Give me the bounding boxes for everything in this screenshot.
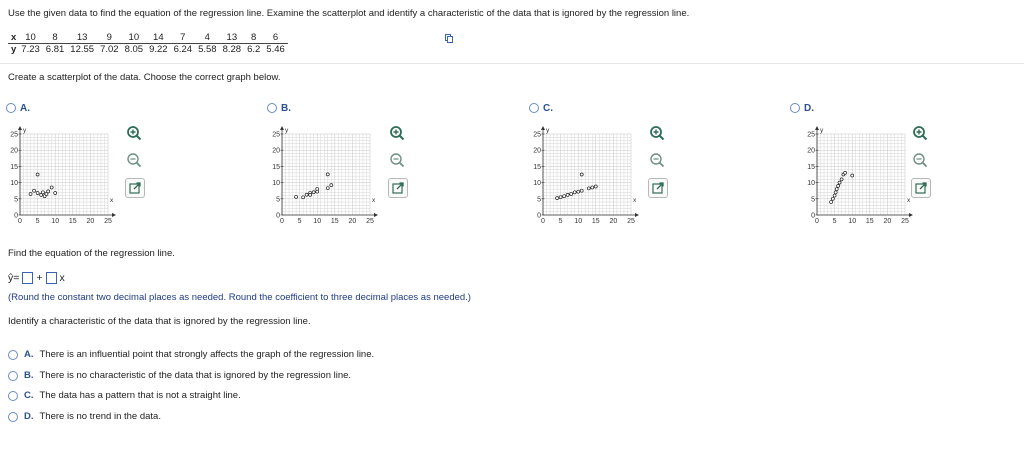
y-tick-label: 0 [537,212,541,220]
y-value: 5.58 [198,44,217,55]
x-tick-label: 5 [832,218,837,225]
y-tick-label: 25 [807,131,815,139]
zoom-out-icon[interactable] [911,151,929,169]
table-row-y [8,44,288,56]
x-value: 10 [122,32,147,44]
y-tick-label: 15 [533,163,541,171]
choice-text: There is no characteristic of the data that is ignored by the regression line. [39,370,352,381]
data-point [312,191,315,194]
x-tick-label: 20 [86,218,95,225]
zoom-in-icon[interactable] [648,124,666,142]
choice-text: There is an influential point that strongly affects the graph of the regression line. [39,349,375,360]
x-tick-label: 0 [18,218,22,225]
y-row-label: y [11,44,17,55]
y-tick-label: 0 [14,212,18,220]
choice-letter: C. [24,390,34,401]
radio-a[interactable] [6,103,16,113]
y-tick-label: 5 [811,196,815,204]
x-tick-label: 15 [591,218,600,225]
option-letter: A. [20,102,30,114]
graph-option-d[interactable] [790,101,814,115]
y-tick-label: 25 [533,131,541,139]
scatterplot-c [523,122,641,230]
data-point [309,193,312,196]
data-point [834,191,837,194]
graph-tools-c [648,124,670,207]
y-tick-label: 5 [14,196,18,204]
graph-option-b[interactable] [267,101,291,115]
data-point [330,184,333,187]
data-point [570,192,573,195]
y-tick-label: 15 [807,163,815,171]
x-axis-label: x [633,197,637,204]
x-axis-arrow [112,213,116,217]
choice-letter: A. [24,349,34,360]
y-tick-label: 5 [276,196,280,204]
y-value: 8.28 [222,44,242,55]
data-point [305,193,308,196]
coefficient-input[interactable] [46,272,57,284]
data-point [29,192,32,195]
x-value: 8 [244,32,263,44]
data-point [573,191,576,194]
x-tick-label: 0 [815,218,819,225]
y-axis-label: y [820,127,824,134]
zoom-in-icon[interactable] [911,124,929,142]
data-point [36,173,39,176]
y-tick-label: 20 [807,147,815,155]
x-tick-label: 15 [330,218,339,225]
data-point [851,174,854,177]
data-point [326,187,329,190]
y-value: 8.05 [124,44,144,55]
plus-sign: + [36,272,43,284]
x-tick-label: 10 [848,218,857,225]
data-point [587,187,590,190]
data-point [837,184,840,187]
scatterplot-d [797,122,915,230]
data-point [566,193,569,196]
y-value: 6.24 [173,44,193,55]
find-equation-prompt: Find the equation of the regression line. [8,248,175,259]
x-value: 14 [146,32,171,44]
scatterplot-a [0,122,118,230]
y-value: 6.81 [45,44,65,55]
data-point [833,194,836,197]
radio-choice-c[interactable] [8,391,18,401]
radio-b[interactable] [267,103,277,113]
y-axis-arrow [280,126,284,130]
choice-letter: B. [24,370,34,381]
zoom-in-icon[interactable] [388,124,406,142]
x-tick-label: 10 [51,218,60,225]
radio-c[interactable] [529,103,539,113]
data-point [295,195,298,198]
data-point [594,185,597,188]
equation-line [8,272,65,284]
x-value: 13 [67,32,97,44]
x-axis-arrow [909,213,913,217]
data-point [577,190,580,193]
x-tick-label: 20 [609,218,618,225]
constant-input[interactable] [22,272,33,284]
graph-tools-b [388,124,410,207]
y-axis-label: y [285,127,289,134]
scatterplot-b [262,122,380,230]
data-point [50,186,53,189]
y-tick-label: 20 [533,147,541,155]
data-point [36,191,39,194]
data-point [316,187,319,190]
y-tick-label: 10 [10,180,18,188]
x-tick-label: 15 [68,218,77,225]
y-tick-label: 25 [10,131,18,139]
y-value: 5.46 [266,44,285,55]
y-hat-symbol: ŷ [8,272,14,284]
y-tick-label: 0 [276,212,280,220]
y-tick-label: 15 [10,163,18,171]
x-axis-arrow [635,213,639,217]
y-value: 6.2 [247,44,261,55]
popout-icon[interactable] [125,178,145,198]
data-point [830,201,833,204]
radio-choice-a[interactable] [8,350,18,360]
graph-option-c[interactable] [529,101,553,115]
y-tick-label: 15 [272,163,280,171]
option-letter: D. [804,102,814,114]
x-value: 13 [220,32,245,44]
y-value: 12.55 [70,44,95,55]
zoom-in-icon[interactable] [125,124,143,142]
x-tick-label: 15 [865,218,874,225]
data-point [840,178,843,181]
y-tick-label: 10 [533,180,541,188]
popout-icon[interactable] [388,178,408,198]
x-axis-label: x [907,197,911,204]
x-value: 7 [171,32,196,44]
data-table [8,32,288,55]
x-axis-arrow [374,213,378,217]
data-point [591,186,594,189]
zoom-out-icon[interactable] [648,151,666,169]
data-point [326,173,329,176]
y-value: 9.22 [149,44,168,55]
data-point [47,190,50,193]
instruction-text: Use the given data to find the equation of the regression line. Examine the scatterplot and identify a characteristic of the data that is ignored by the regression line. [8,8,690,19]
y-tick-label: 0 [811,212,815,220]
y-axis-arrow [18,126,22,130]
x-tick-label: 10 [574,218,583,225]
equals-sign: = [13,272,20,284]
data-point [838,181,841,184]
zoom-out-icon[interactable] [125,151,143,169]
rounding-note: (Round the constant two decimal places as needed. Round the coefficient to three decimal places as needed.) [8,292,471,303]
x-value: 4 [195,32,220,44]
x-tick-label: 25 [901,218,909,225]
x-row-label: x [8,32,18,44]
choice-text: The data has a pattern that is not a straight line. [39,390,241,401]
y-axis-label: y [546,127,550,134]
zoom-out-icon[interactable] [388,151,406,169]
choice-c[interactable] [8,390,241,401]
choice-text: There is no trend in the data. [39,411,161,422]
x-tick-label: 0 [541,218,545,225]
x-tick-label: 25 [366,218,374,225]
x-value: 9 [97,32,122,44]
data-point [302,196,305,199]
y-value: 7.02 [100,44,119,55]
data-point [559,196,562,199]
popout-icon[interactable] [911,178,931,198]
divider [0,63,1024,64]
option-letter: C. [543,102,553,114]
y-tick-label: 20 [272,147,280,155]
radio-d[interactable] [790,103,800,113]
x-axis-label: x [372,197,376,204]
data-point [33,189,36,192]
radio-choice-d[interactable] [8,412,18,422]
y-tick-label: 5 [537,196,541,204]
y-tick-label: 10 [807,180,815,188]
x-tick-label: 20 [348,218,357,225]
x-tick-label: 0 [280,218,284,225]
y-tick-label: 20 [10,147,18,155]
choice-b[interactable] [8,370,351,381]
y-value: 7.23 [21,44,40,55]
x-tick-label: 5 [297,218,302,225]
data-point [835,188,838,191]
data-point [556,197,559,200]
x-tick-label: 5 [35,218,40,225]
data-point [41,191,44,194]
y-tick-label: 25 [272,131,280,139]
y-tick-label: 10 [272,180,280,188]
x-tick-label: 20 [883,218,892,225]
x-value: 8 [43,32,68,44]
table-row-x [8,32,288,44]
x-tick-label: 5 [558,218,563,225]
radio-choice-b[interactable] [8,371,18,381]
data-point [831,197,834,200]
x-variable: x [59,272,65,284]
data-point [54,191,57,194]
graph-option-a[interactable] [6,101,30,115]
data-point [563,195,566,198]
choice-letter: D. [24,411,34,422]
data-point [580,173,583,176]
copy-data-icon[interactable] [445,34,453,43]
y-axis-arrow [541,126,545,130]
identify-prompt: Identify a characteristic of the data that is ignored by the regression line. [8,316,311,327]
x-value: 6 [263,32,288,44]
choice-d[interactable] [8,411,161,422]
data-point [580,189,583,192]
option-letter: B. [281,102,291,114]
graph-tools-a [125,124,147,207]
popout-icon[interactable] [648,178,668,198]
choice-a[interactable] [8,349,374,360]
scatter-prompt: Create a scatterplot of the data. Choose the correct graph below. [8,72,281,83]
x-tick-label: 25 [104,218,112,225]
data-point [844,171,847,174]
x-axis-label: x [110,197,114,204]
x-tick-label: 25 [627,218,635,225]
y-axis-label: y [23,127,27,134]
x-tick-label: 10 [313,218,322,225]
x-value: 10 [18,32,43,44]
y-axis-arrow [815,126,819,130]
graph-tools-d [911,124,933,207]
